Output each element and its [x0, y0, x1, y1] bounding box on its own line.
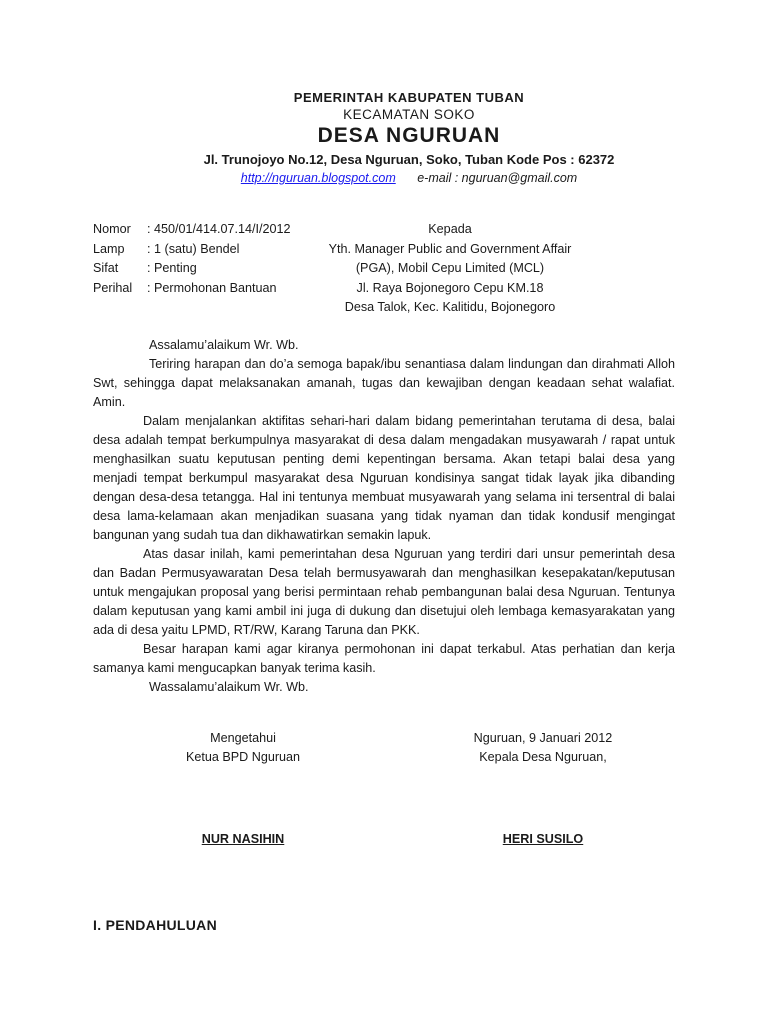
signature-right-line1: Nguruan, 9 Januari 2012: [473, 731, 613, 745]
greeting: Assalamu’alaikum Wr. Wb.: [149, 338, 299, 352]
meta-label: Perihal: [93, 280, 133, 295]
header-village: DESA NGURUAN: [317, 124, 501, 147]
paragraph-3: Atas dasar inilah, kami pemerintahan desa Nguruan yang terdiri dari unsur pemerintah desa dan Badan Permusyawaratan Desa telah bermusyawarah dan menghasilkan kesepakatan/keputusan untuk mengajukan proposal yang berisi permintaan rehab pembangunan balai desa Nguruan. Tentunya dalam keputusan yang kami ambil ini juga di dukung dan disetujui oleh lembaga kemasyarakatan yang ada di desa yaitu LPMD, RT/RW, Karang Taruna dan PKK.: [93, 547, 675, 637]
letter-meta: [93, 220, 291, 298]
signature-left-line2: Ketua BPD Nguruan: [185, 750, 301, 764]
header-regency: PEMERINTAH KABUPATEN TUBAN: [293, 90, 525, 105]
meta-row-lamp: [93, 240, 291, 260]
recipient-line: Desa Talok, Kec. Kalitidu, Bojonegoro: [344, 300, 556, 314]
meta-row-perihal: [93, 279, 291, 299]
signature-left-line1: Mengetahui: [210, 731, 276, 745]
header-district: KECAMATAN SOKO: [343, 107, 475, 122]
meta-value: : 1 (satu) Bendel: [147, 241, 240, 256]
recipient-line: Yth. Manager Public and Government Affair: [328, 241, 572, 256]
closing: Wassalamu’alaikum Wr. Wb.: [149, 680, 309, 694]
signature-right: [433, 729, 653, 767]
paragraph-2: Dalam menjalankan aktifitas sehari-hari dalam bidang pemerintahan terutama di desa, balai desa adalah tempat berkumpulnya masyarakat di desa dalam mengadakan musyawarah / rapat untuk menghasilkan suatu keputusan penting demi kepentingan bersama. Akan tetapi balai desa yang menjadi tempat berkumpul masyarakat desa Nguruan kondisinya sangat tidak layak jika dibanding dengan desa-desa tetangga. Hal ini tentunya membuat musyawarah yang selama ini tersentral di balai desa lama-kelamaan akan menjadikan suasana yang tidak nyaman dan tidak kondusif mengingat bangunan yang sudah tua dan dikhawatirkan semakin lapuk.: [93, 414, 675, 542]
recipient-block: [300, 220, 600, 318]
letter-body: [93, 336, 675, 697]
meta-value: : 450/01/414.07.14/I/2012: [147, 222, 291, 236]
meta-label: Sifat: [93, 261, 119, 275]
website-link[interactable]: http://nguruan.blogspot.com: [240, 171, 396, 185]
header-address: Jl. Trunojoyo No.12, Desa Nguruan, Soko, Tuban Kode Pos : 62372: [203, 152, 615, 167]
signature-left: [133, 729, 353, 767]
paragraph-4: Besar harapan kami agar kiranya permohonan ini dapat terkabul. Atas perhatian dan kerja samanya kami mengucapkan banyak terima kasih.: [93, 642, 675, 675]
header-contact: [50, 169, 768, 188]
meta-value: : Permohonan Bantuan: [147, 280, 277, 295]
paragraph-1: Teriring harapan dan do’a semoga bapak/ibu senantiasa dalam lindungan dan dirahmati Alloh Swt, sehingga dapat melaksanakan amanah, tugas dan kewajiban dengan keadaan sehat walafiat. Amin.: [93, 357, 675, 409]
signature-right-line2: Kepala Desa Nguruan,: [479, 750, 607, 764]
section-title: I. PENDAHULUAN: [93, 917, 217, 933]
recipient-line: Jl. Raya Bojonegoro Cepu KM.18: [356, 280, 544, 295]
meta-row-sifat: [93, 259, 291, 279]
meta-row-nomor: [93, 220, 291, 240]
meta-label: Nomor: [93, 222, 131, 236]
signature-left-name: NUR NASIHIN: [201, 832, 285, 846]
recipient-line: Kepada: [428, 222, 472, 236]
email-text: e-mail : nguruan@gmail.com: [417, 171, 578, 185]
signature-right-name: HERI SUSILO: [502, 832, 584, 846]
meta-label: Lamp: [93, 241, 125, 256]
meta-value: : Penting: [147, 261, 197, 275]
recipient-line: (PGA), Mobil Cepu Limited (MCL): [355, 261, 545, 275]
